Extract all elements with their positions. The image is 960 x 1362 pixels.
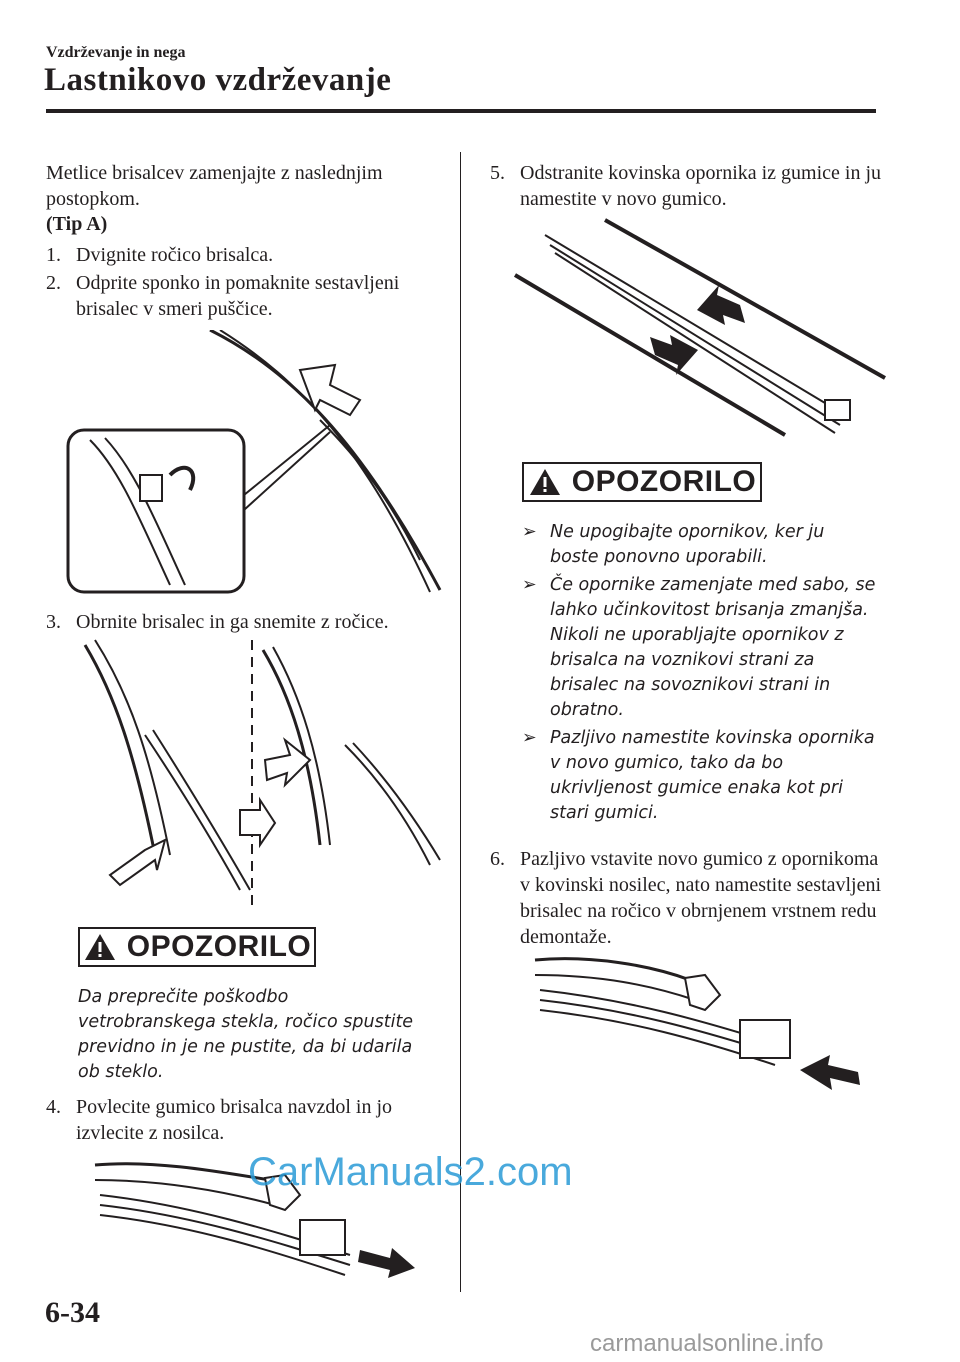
warning-bullet	[522, 520, 877, 570]
warning-triangle-icon	[83, 932, 117, 962]
warning-label-right: OPOZORILO	[571, 465, 757, 498]
warning-banner-right	[522, 462, 762, 502]
step-1-number: 1.	[46, 244, 61, 266]
step-3-number: 3.	[46, 611, 61, 633]
warning-triangle-icon	[528, 467, 562, 497]
step-2	[46, 270, 446, 322]
column-divider	[460, 152, 461, 1292]
step-1	[46, 242, 446, 268]
clip-release-illustration	[60, 330, 450, 600]
flip-wiper-illustration	[75, 635, 445, 910]
insert-rubber-illustration	[530, 950, 870, 1115]
bullet-arrow-icon: ➢	[522, 575, 537, 595]
warning-bullet-text: Če opornike zamenjate med sabo, se lahko učinkovitost brisanja zmanjša. Nikoli ne uporabljajte opornikov z brisalca na voznikovi strani za brisalec na sovoznikovi strani in obratno.	[550, 575, 876, 720]
bullet-arrow-icon: ➢	[522, 728, 537, 748]
title-rule	[46, 109, 876, 113]
step-5-number: 5.	[490, 162, 505, 184]
warning-bullet-list	[522, 520, 877, 829]
bullet-arrow-icon: ➢	[522, 522, 537, 542]
warning-bullet-text: Pazljivo namestite kovinska opornika v novo gumico, tako da bo ukrivljenost gumice enaka kot pri stari gumici.	[550, 728, 875, 823]
watermark-logo: CarManuals2.com	[248, 1150, 573, 1194]
footer-watermark: carmanualsonline.info	[590, 1330, 824, 1357]
step-6-text: Pazljivo vstavite novo gumico z opornikoma v kovinski nosilec, nato namestite sestavljeni brisalec na ročico v obrnjenem vrstnem redu demontaže.	[520, 848, 882, 948]
warning-bullet-text: Ne upogibajte opornikov, ker ju boste ponovno uporabili.	[550, 522, 825, 567]
warning-bullet	[522, 726, 877, 826]
warning-bullet	[522, 573, 877, 723]
section-heading: Vzdrževanje in nega	[46, 44, 186, 61]
subtitle-type-a: (Tip A)	[46, 213, 108, 235]
step-3-text: Obrnite brisalec in ga snemite z ročice.	[76, 611, 389, 633]
warning-text: Da preprečite poškodbo vetrobranskega stekla, ročico spustite previdno in je ne pustite, da bi udarila ob steklo.	[78, 987, 414, 1082]
warning-banner	[78, 927, 316, 967]
step-5-text: Odstranite kovinska opornika iz gumice in ju namestite v novo gumico.	[520, 162, 882, 210]
step-5	[490, 160, 885, 212]
page-number: 6-34	[45, 1296, 100, 1329]
step-6	[490, 846, 885, 950]
warning-label: OPOZORILO	[126, 930, 312, 963]
step-1-text: Dvignite ročico brisalca.	[76, 244, 274, 266]
step-4	[46, 1094, 446, 1146]
step-6-number: 6.	[490, 848, 505, 870]
step-2-text: Odprite sponko in pomaknite sestavljeni brisalec v smeri puščice.	[76, 272, 400, 320]
step-2-number: 2.	[46, 272, 61, 294]
page-title: Lastnikovo vzdrževanje	[44, 62, 392, 98]
intro-text: Metlice brisalcev zamenjajte z naslednjim postopkom.	[46, 162, 383, 210]
step-4-number: 4.	[46, 1096, 61, 1118]
metal-supports-illustration	[505, 215, 890, 440]
step-4-text: Povlecite gumico brisalca navzdol in jo izvlecite z nosilca.	[76, 1096, 393, 1144]
step-3	[46, 609, 446, 635]
